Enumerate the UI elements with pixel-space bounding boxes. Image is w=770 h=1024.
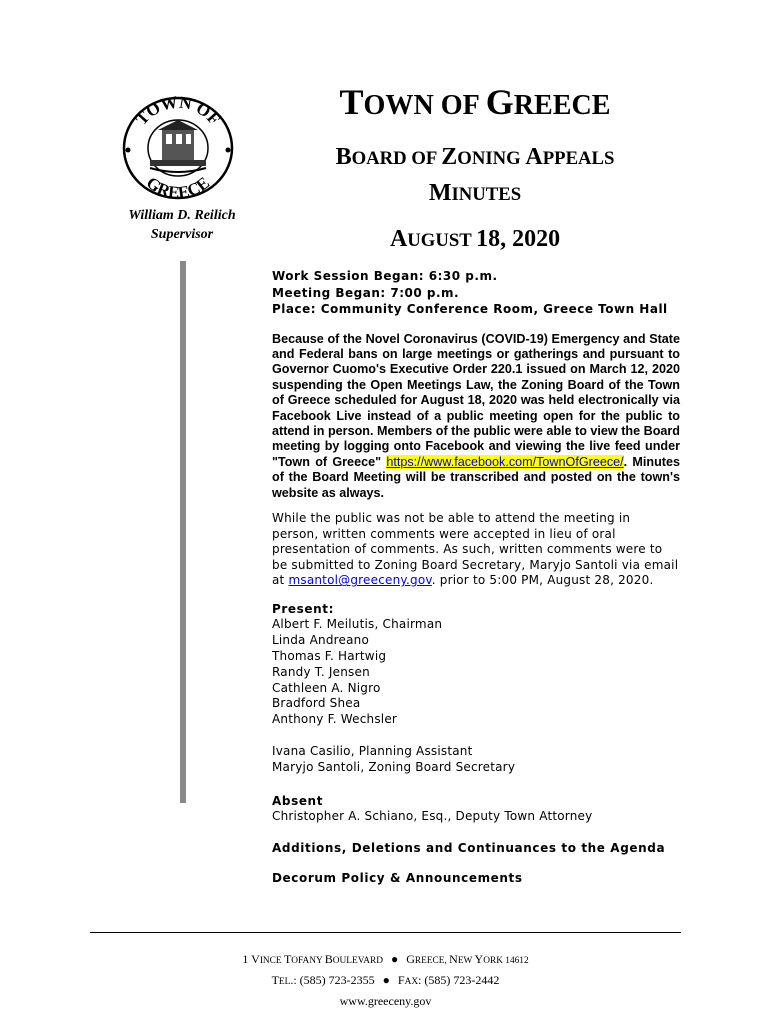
supervisor-title: Supervisor: [150, 227, 214, 242]
covid-notice-after: . Minutes of the Board Meeting will be transcribed and posted on the town's website as always.: [272, 454, 681, 500]
meeting-time: Meeting Began: 7:00 p.m.: [272, 285, 460, 300]
bullet-icon: ●: [390, 952, 399, 966]
present-section: [272, 601, 680, 776]
comments-paragraph: While the public was not be able to attend the meeting in person, written comments were accepted in lieu of oral presentation of comments. As such, written comments were to be submitted to Zoning Board Secretary, Maryjo Santoli via email at msantol@greeceny.gov. prior to 5:00 PM, August 28, 2020.: [272, 510, 679, 588]
footer-phone: TEL.: (585) 723-2355 ● FAX: (585) 723-2442: [90, 971, 681, 992]
footer-address: 1 VINCE TOFANY BOULEVARD ● GREECE, NEW YORK 14612: [90, 950, 681, 971]
meeting-place: Place: Community Conference Room, Greece Town Hall: [272, 302, 668, 316]
present-staff-list: [272, 744, 680, 776]
session-info: [272, 268, 680, 318]
supervisor-block: [112, 206, 252, 244]
footer-divider: [90, 932, 681, 933]
minutes-title: MINUTES: [428, 180, 522, 206]
minutes-body: [272, 268, 680, 886]
list-item: Thomas F. Hartwig: [272, 648, 387, 663]
secretary-email-link[interactable]: msantol@greeceny.gov: [288, 573, 432, 588]
list-item: Ivana Casilio, Planning Assistant: [272, 744, 473, 759]
decorum-heading: Decorum Policy & Announcements: [272, 871, 523, 885]
covid-notice: [272, 332, 680, 501]
list-item: Christopher A. Schiano, Esq., Deputy Town Attorney: [272, 809, 593, 824]
list-item: Maryjo Santoli, Zoning Board Secretary: [272, 760, 516, 775]
supervisor-name: William D. Reilich: [128, 208, 236, 223]
town-seal-graphic: [110, 90, 246, 202]
list-item: Bradford Shea: [272, 696, 361, 711]
meeting-date: AUGUST 18, 2020: [389, 226, 561, 252]
covid-notice-text: Because of the Novel Coronavirus (COVID-19) Emergency and State and Federal bans on large meetings or gatherings and pursuant to Governor Cuomo's Executive Order 220.1 issued on March 12, 2020 suspending the Open Meetings Law, the Zoning Board of the Town of Greece scheduled for August 18, 2020 was held electronically via Facebook Live instead of a public meeting open for the public to attend in person. Members of the public were able to view the Board meeting by logging onto Facebook and viewing the live feed under "Town of Greece": [272, 331, 680, 469]
seal-text-bottom: GREECE: [142, 172, 214, 202]
footer-website[interactable]: www.greeceny.gov: [339, 994, 432, 1008]
title-block: [270, 80, 680, 258]
agenda-heading: Additions, Deletions and Continuances to the Agenda: [272, 841, 666, 855]
present-heading: Present:: [272, 601, 335, 616]
bullet-icon: ●: [382, 973, 390, 987]
town-title: TOWN OF GREECE: [339, 82, 611, 122]
work-session-time: Work Session Began: 6:30 p.m.: [272, 269, 498, 283]
list-item: Anthony F. Wechsler: [272, 712, 398, 727]
seal-text-top: TOWN OF: [131, 92, 225, 129]
absent-members-list: [272, 809, 680, 825]
list-item: Linda Andreano: [272, 632, 369, 647]
present-members-list: [272, 617, 680, 728]
footer: [90, 950, 681, 1011]
margin-bar: [180, 261, 186, 803]
list-item: Cathleen A. Nigro: [272, 680, 381, 695]
town-seal: [110, 90, 246, 202]
list-item: Randy T. Jensen: [272, 664, 370, 679]
list-item: Albert F. Meilutis, Chairman: [272, 616, 443, 631]
absent-section: [272, 793, 680, 825]
board-title: BOARD OF ZONING APPEALS: [335, 144, 615, 170]
absent-heading: Absent: [272, 794, 324, 809]
facebook-link[interactable]: https://www.facebook.com/TownOfGreece/: [386, 454, 624, 469]
